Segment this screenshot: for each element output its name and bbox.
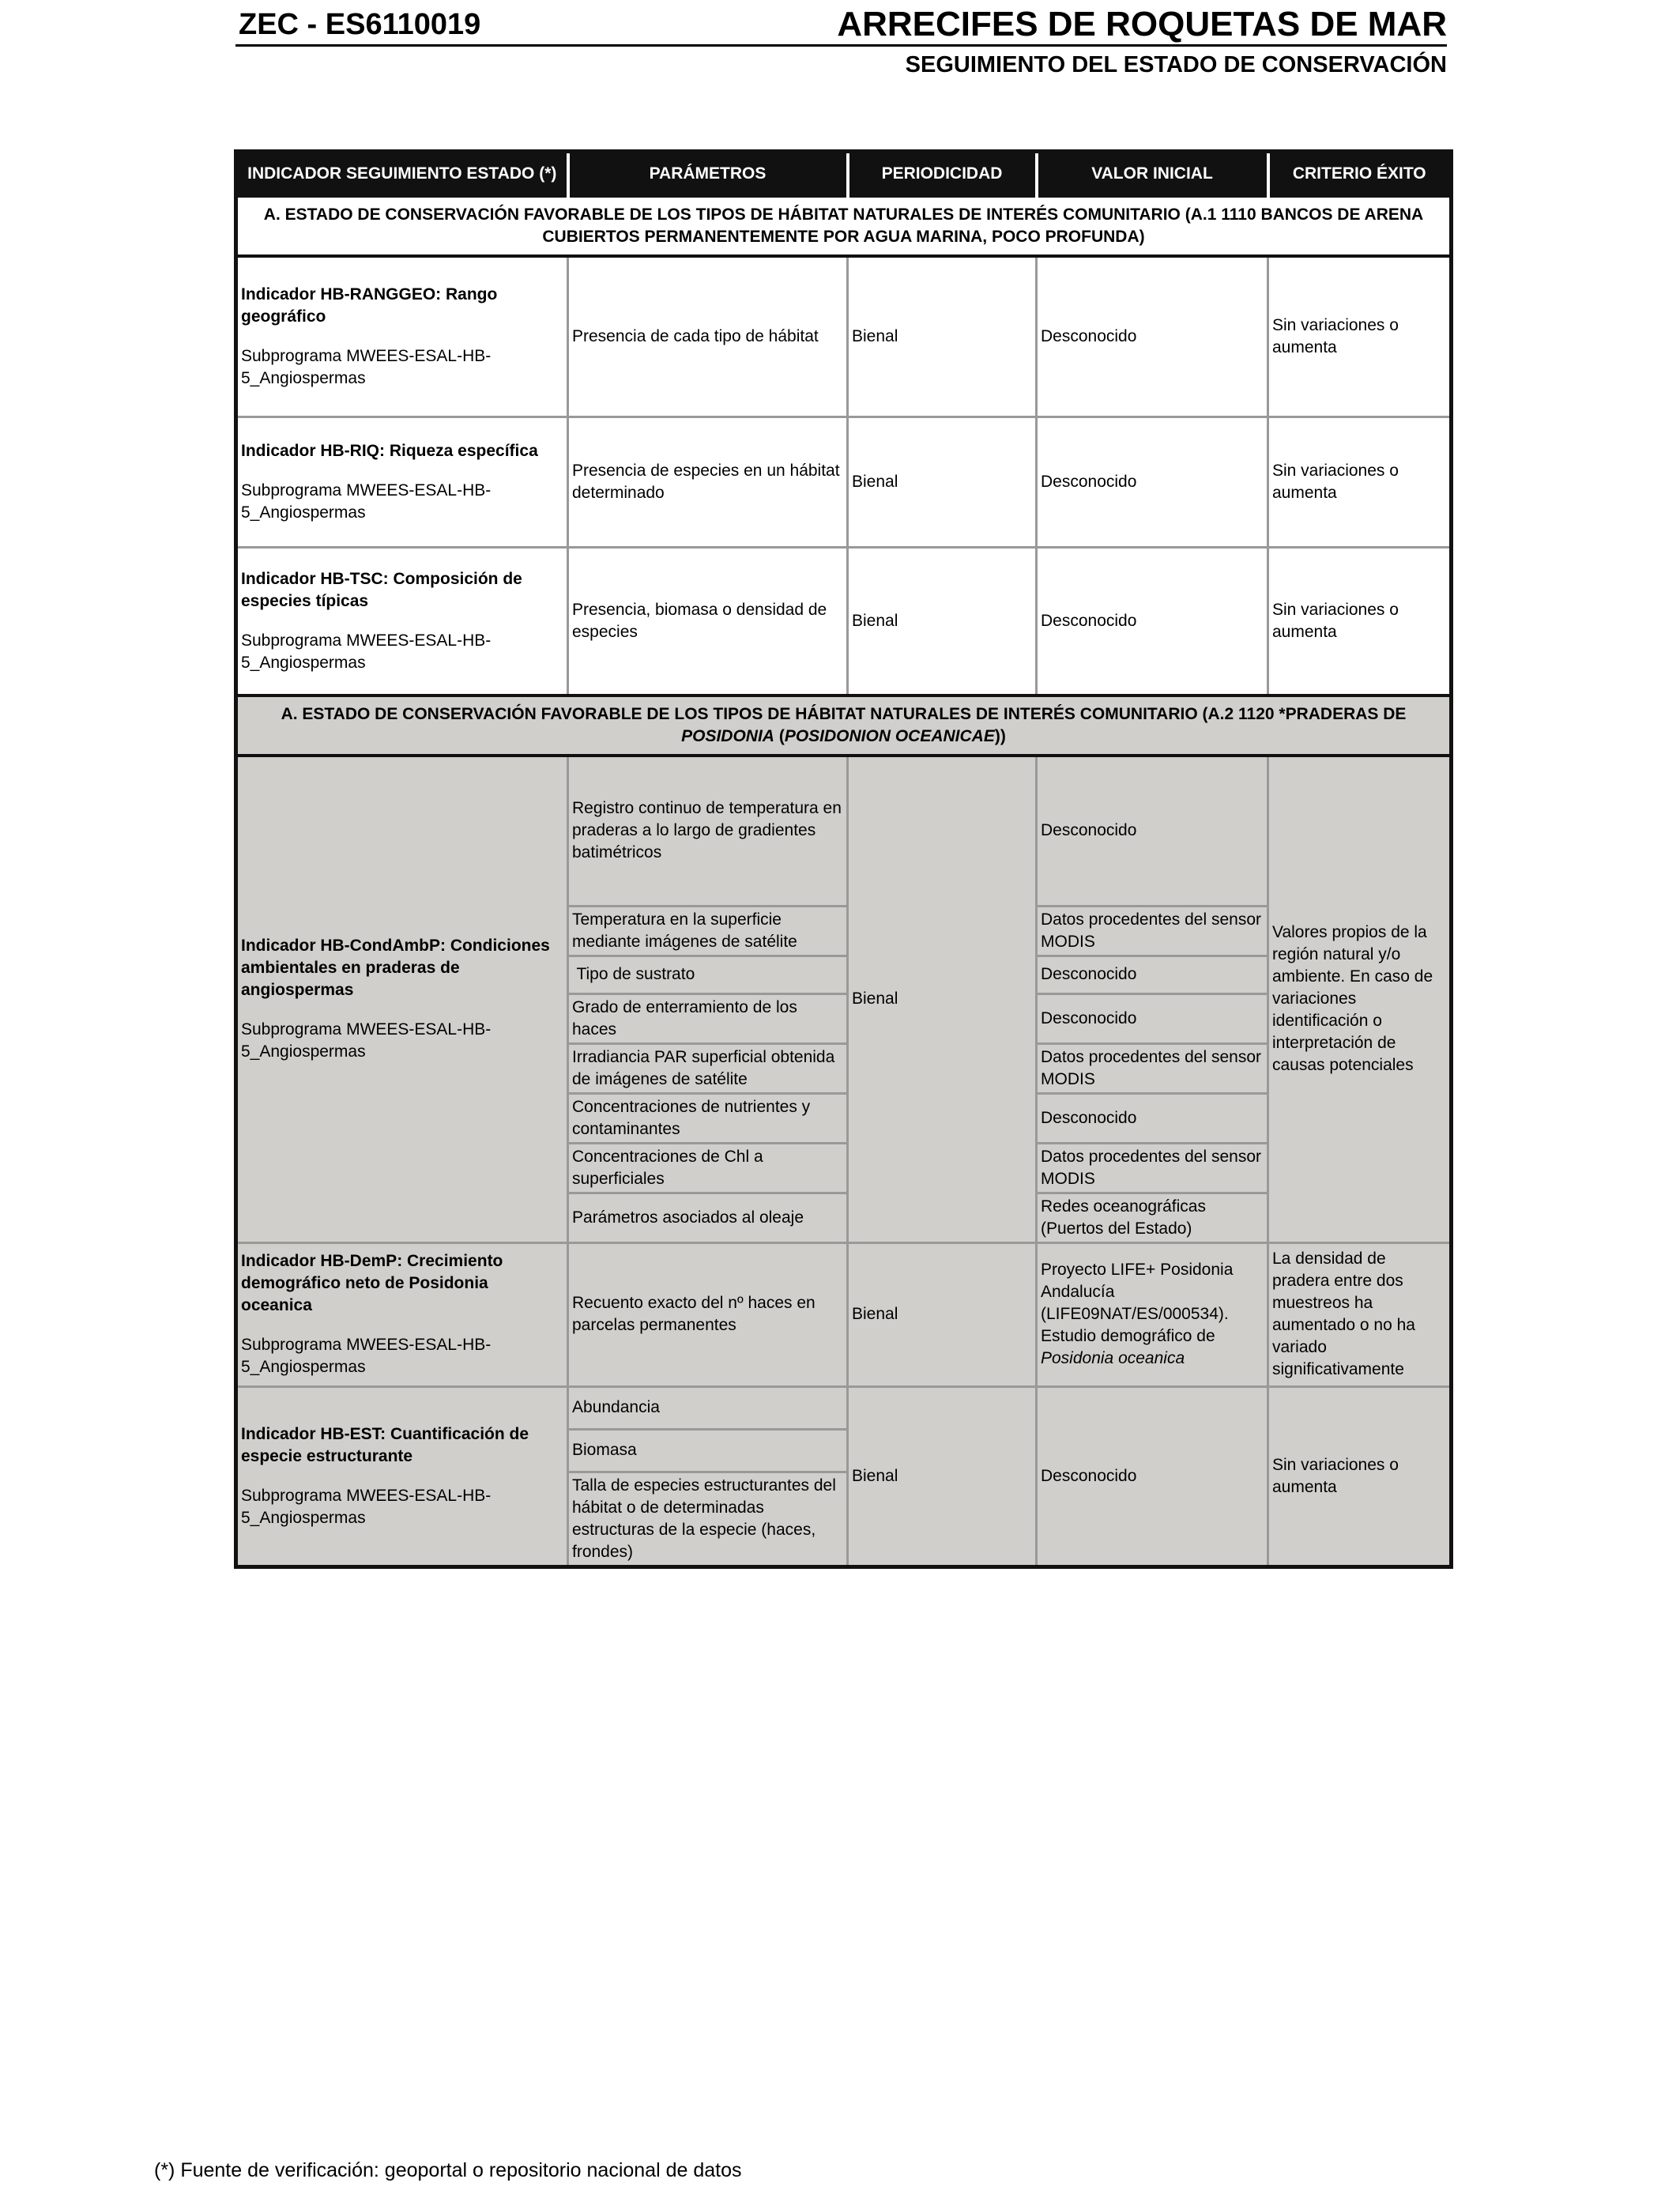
subprogram-label: Subprograma MWEES-ESAL-HB-5_Angiospermas [241, 347, 492, 387]
indicator-cell [236, 756, 568, 1242]
indicator-cell [236, 1386, 568, 1566]
periodicity-cell: Bienal [848, 256, 1037, 417]
initial-value-cell: Desconocido [1037, 1386, 1268, 1566]
periodicity-cell: Bienal [848, 1386, 1037, 1566]
table-row [236, 1386, 1452, 1429]
indicator-name: Indicador HB-TSC: Composición de especies típicas [241, 570, 522, 610]
section-a2-prefix: A. ESTADO DE CONSERVACIÓN FAVORABLE DE LOS TIPOS DE HÁBITAT NATURALES DE INTERÉS COMUNITARIO (A.2 1120 *PRADERAS DE [281, 705, 1407, 723]
parameter-cell: Temperatura en la superficie mediante imágenes de satélite [568, 906, 848, 956]
indicator-cell [236, 548, 568, 696]
initial-value-cell: Desconocido [1037, 993, 1268, 1043]
initial-value-cell: Datos procedentes del sensor MODIS [1037, 906, 1268, 956]
col-header-indicator: INDICADOR SEGUIMIENTO ESTADO (*) [236, 152, 568, 197]
section-a2-mid: ( [778, 727, 785, 745]
indicator-name: Indicador HB-DemP: Crecimiento demográfico neto de Posidonia oceanica [241, 1252, 503, 1314]
criterion-cell: Valores propios de la región natural y/o ambiente. En caso de variaciones identificación o interpretación de causas potenciales [1268, 756, 1452, 1242]
document-subtitle: SEGUIMIENTO DEL ESTADO DE CONSERVACIÓN [905, 52, 1447, 77]
periodicity-cell: Bienal [848, 1242, 1037, 1386]
table-row [236, 256, 1452, 417]
section-a2-suffix: )) [994, 727, 1006, 745]
table-header-row [236, 152, 1452, 197]
initial-value-cell: Desconocido [1037, 256, 1268, 417]
subprogram-label: Subprograma MWEES-ESAL-HB-5_Angiospermas [241, 1486, 492, 1527]
subprogram-label: Subprograma MWEES-ESAL-HB-5_Angiospermas [241, 1020, 492, 1061]
section-row-a2 [236, 696, 1452, 756]
criterion-cell: Sin variaciones o aumenta [1268, 417, 1452, 548]
parameter-cell: Talla de especies estructurantes del hábitat o de determinadas estructuras de la especie (haces, frondes) [568, 1472, 848, 1566]
subprogram-label: Subprograma MWEES-ESAL-HB-5_Angiospermas [241, 631, 492, 672]
initial-value-cell [1037, 1242, 1268, 1386]
criterion-cell: Sin variaciones o aumenta [1268, 256, 1452, 417]
initial-value-text: Proyecto LIFE+ Posidonia Andalucía (LIFE09NAT/ES/000534). Estudio demográfico de [1041, 1261, 1234, 1345]
document-title: ARRECIFES DE ROQUETAS DE MAR [837, 5, 1447, 43]
monitoring-table-wrapper [234, 149, 1449, 1569]
indicator-cell [236, 256, 568, 417]
col-header-initial-value: VALOR INICIAL [1037, 152, 1268, 197]
criterion-cell: La densidad de pradera entre dos muestreos ha aumentado o no ha variado significativamente [1268, 1242, 1452, 1386]
criterion-cell: Sin variaciones o aumenta [1268, 548, 1452, 696]
table-row [236, 548, 1452, 696]
initial-value-cell: Desconocido [1037, 548, 1268, 696]
monitoring-table [234, 149, 1453, 1569]
parameter-cell: Presencia de especies en un hábitat determinado [568, 417, 848, 548]
section-row-a1 [236, 196, 1452, 256]
indicator-name: Indicador HB-EST: Cuantificación de especie estructurante [241, 1424, 529, 1465]
indicator-name: Indicador HB-CondAmbP: Condiciones ambientales en praderas de angiospermas [241, 937, 550, 1000]
section-title-a2 [236, 696, 1452, 756]
parameter-cell: Biomasa [568, 1429, 848, 1472]
table-row [236, 417, 1452, 548]
periodicity-cell: Bienal [848, 417, 1037, 548]
section-a2-italic-1: POSIDONIA [681, 727, 774, 745]
indicator-cell [236, 1242, 568, 1386]
initial-value-cell: Desconocido [1037, 1093, 1268, 1143]
section-title-a1: A. ESTADO DE CONSERVACIÓN FAVORABLE DE LOS TIPOS DE HÁBITAT NATURALES DE INTERÉS COMUNITARIO (A.1 1110 BANCOS DE ARENA CUBIERTOS PERMANENTEMENTE POR AGUA MARINA, POCO PROFUNDA) [236, 196, 1452, 256]
periodicity-cell: Bienal [848, 756, 1037, 1242]
col-header-success-criterion: CRITERIO ÉXITO [1268, 152, 1452, 197]
zec-code: ZEC - ES6110019 [239, 8, 481, 41]
initial-value-species: Posidonia oceanica [1041, 1349, 1185, 1367]
subprogram-label: Subprograma MWEES-ESAL-HB-5_Angiospermas [241, 481, 492, 522]
table-row [236, 1242, 1452, 1386]
col-header-periodicity: PERIODICIDAD [848, 152, 1037, 197]
initial-value-cell: Desconocido [1037, 956, 1268, 993]
parameter-cell: Recuento exacto del nº haces en parcelas permanentes [568, 1242, 848, 1386]
parameter-cell: Parámetros asociados al oleaje [568, 1193, 848, 1242]
header-rule [235, 44, 1447, 47]
col-header-parameters: PARÁMETROS [568, 152, 848, 197]
initial-value-cell: Datos procedentes del sensor MODIS [1037, 1043, 1268, 1093]
initial-value-cell: Desconocido [1037, 756, 1268, 906]
subprogram-label: Subprograma MWEES-ESAL-HB-5_Angiospermas [241, 1336, 492, 1376]
parameter-cell: Registro continuo de temperatura en praderas a lo largo de gradientes batimétricos [568, 756, 848, 906]
parameter-cell: Tipo de sustrato [568, 956, 848, 993]
periodicity-cell: Bienal [848, 548, 1037, 696]
parameter-cell: Irradiancia PAR superficial obtenida de imágenes de satélite [568, 1043, 848, 1093]
initial-value-cell: Redes oceanográficas (Puertos del Estado) [1037, 1193, 1268, 1242]
footnote: (*) Fuente de verificación: geoportal o repositorio nacional de datos [154, 2159, 742, 2181]
indicator-cell [236, 417, 568, 548]
parameter-cell: Concentraciones de nutrientes y contaminantes [568, 1093, 848, 1143]
initial-value-cell: Datos procedentes del sensor MODIS [1037, 1143, 1268, 1193]
criterion-cell: Sin variaciones o aumenta [1268, 1386, 1452, 1566]
initial-value-cell: Desconocido [1037, 417, 1268, 548]
indicator-name: Indicador HB-RIQ: Riqueza específica [241, 442, 538, 460]
parameter-cell: Presencia de cada tipo de hábitat [568, 256, 848, 417]
table-row [236, 756, 1452, 906]
parameter-cell: Presencia, biomasa o densidad de especies [568, 548, 848, 696]
parameter-cell: Grado de enterramiento de los haces [568, 993, 848, 1043]
parameter-cell: Abundancia [568, 1386, 848, 1429]
section-a2-italic-2: POSIDONION OCEANICAE [784, 727, 995, 745]
indicator-name: Indicador HB-RANGGEO: Rango geográfico [241, 285, 498, 326]
parameter-cell: Concentraciones de Chl a superficiales [568, 1143, 848, 1193]
